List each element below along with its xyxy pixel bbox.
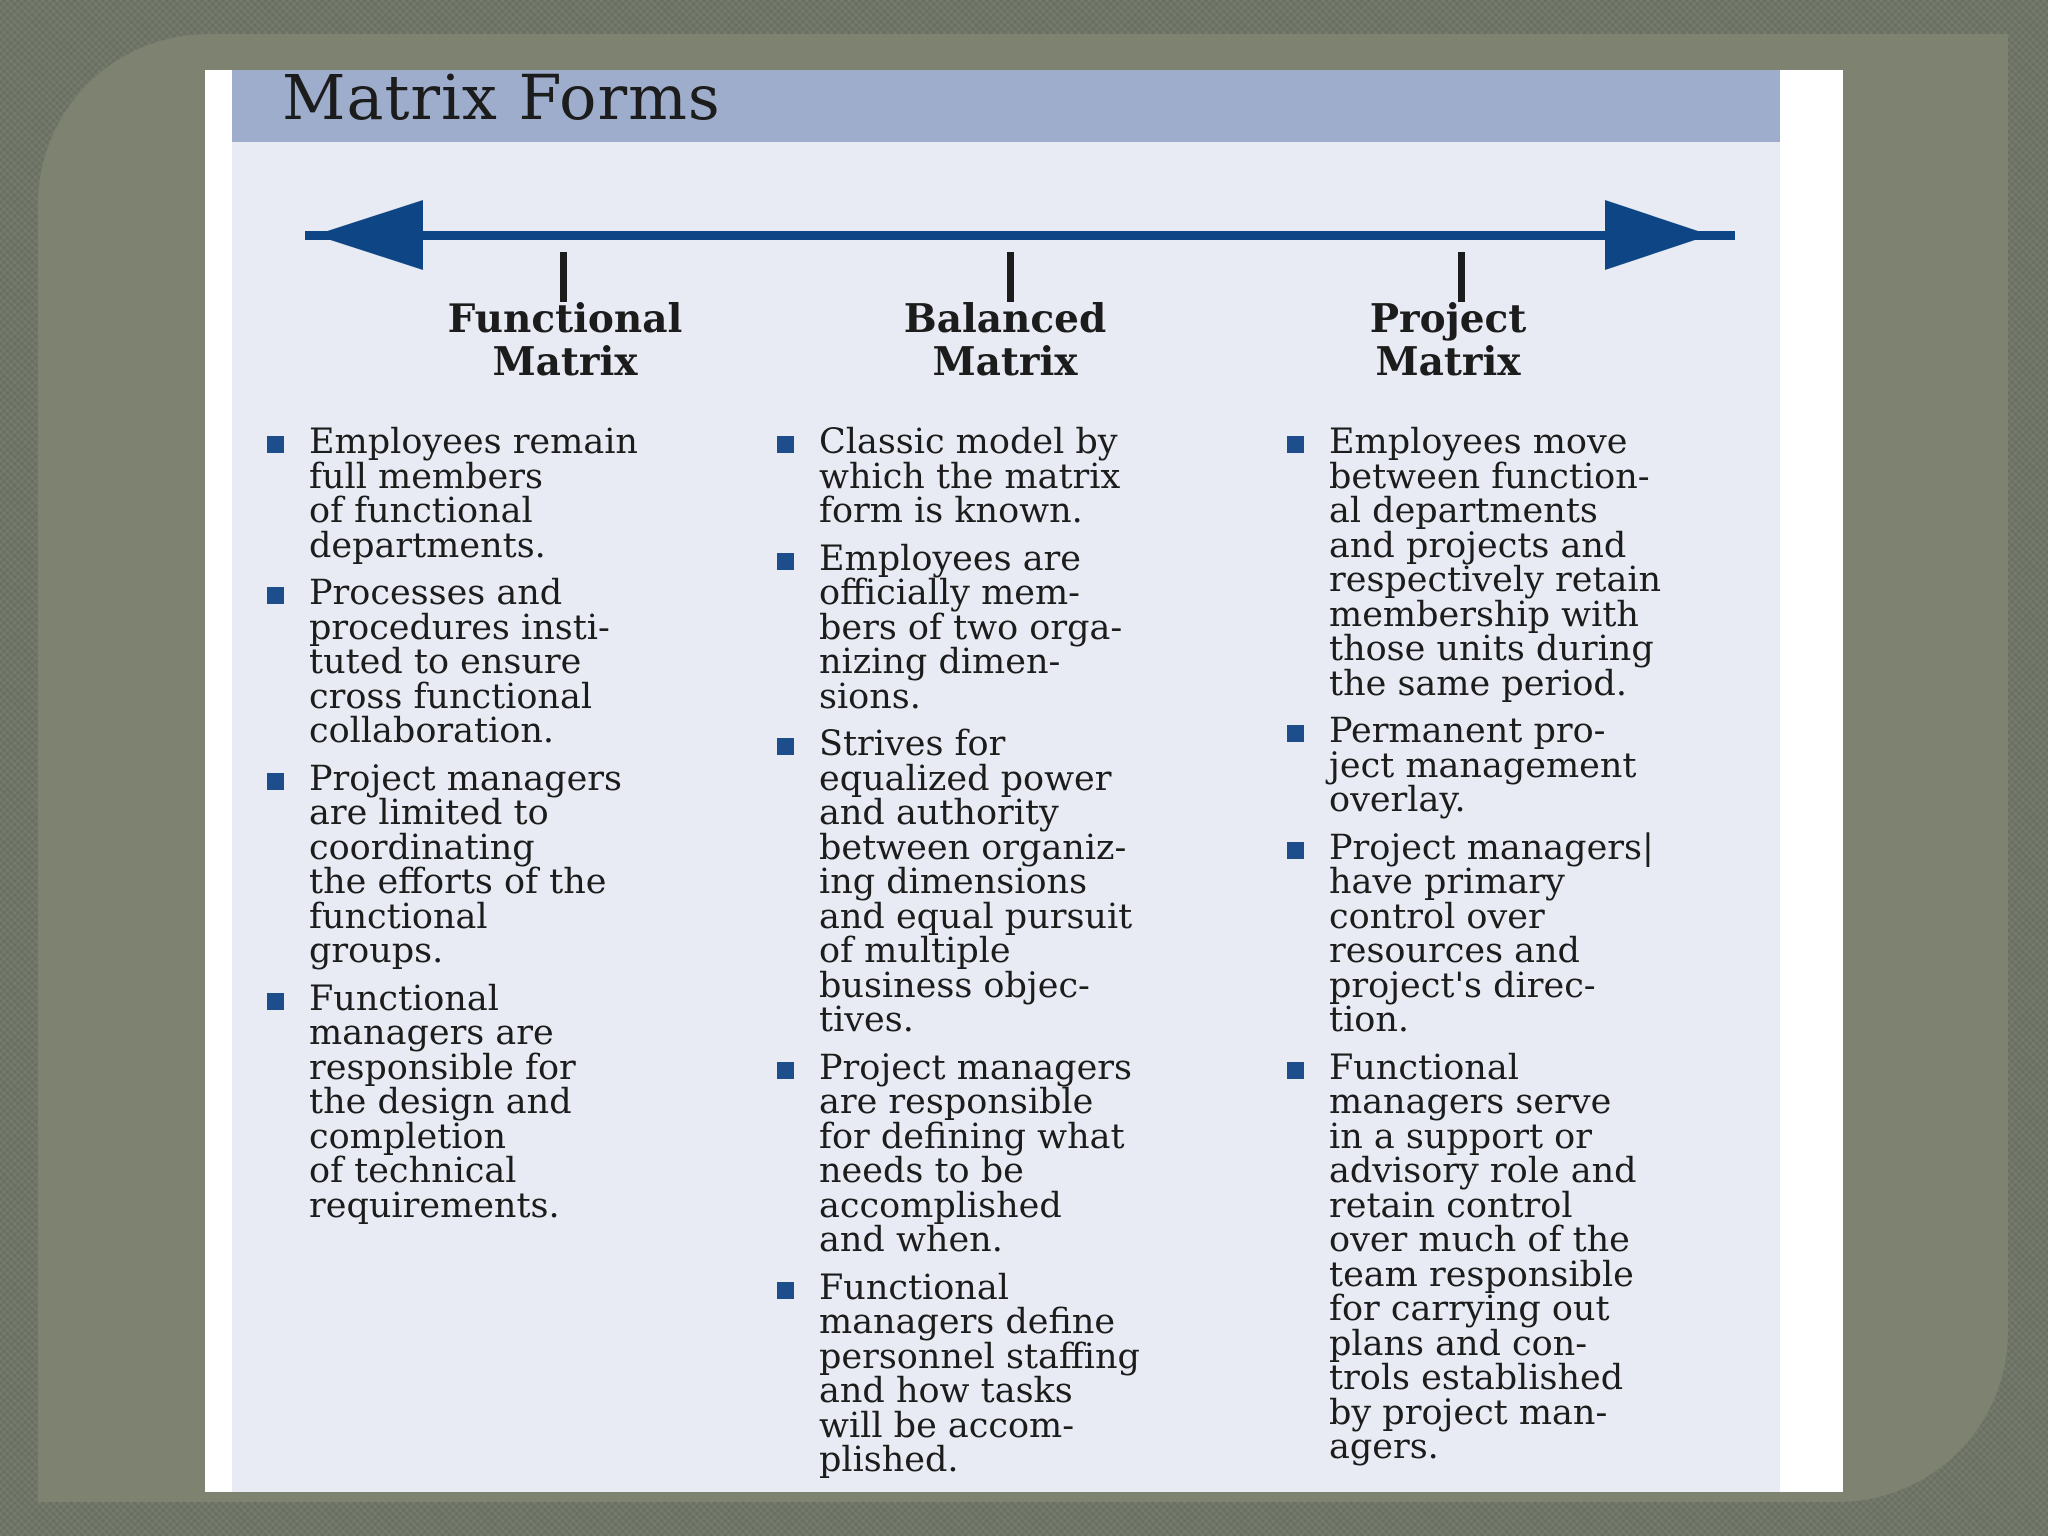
square-bullet-icon	[1287, 1062, 1304, 1079]
arrow-head-right	[1605, 200, 1710, 270]
list-item-text: Classic model by which the matrix form is known.	[819, 422, 1121, 531]
list-item-text: Project managers are limited to coordinating the efforts of the functional groups.	[309, 758, 622, 971]
list-item-text: Functional managers are responsible for the design and completion of technical requirements.	[309, 978, 576, 1226]
list-item	[775, 538, 1245, 717]
square-bullet-icon	[267, 993, 284, 1010]
list-item-text: Employees move between function- al departments and projects and respectively retain membership with those units during the same period.	[1329, 422, 1662, 704]
square-bullet-icon	[267, 773, 284, 790]
list-item	[1285, 827, 1755, 1040]
column-title-line: Project	[1369, 296, 1527, 342]
square-bullet-icon	[777, 1282, 794, 1299]
figure-panel	[205, 61, 1843, 1492]
list-item-text: Employees are officially mem- bers of two orga- nizing dimen- sions.	[819, 538, 1123, 717]
column-title-functional	[365, 298, 765, 384]
square-bullet-icon	[267, 436, 284, 453]
column-title-line: Matrix	[492, 339, 638, 385]
list-item-text: Strives for equalized power and authority between organiz- ing dimensions and equal pursuit of multiple business objec- tives.	[819, 724, 1133, 1040]
square-bullet-icon	[777, 553, 794, 570]
list-item	[775, 1267, 1245, 1480]
list-item	[265, 573, 725, 751]
column-title-line: Functional	[447, 296, 683, 342]
square-bullet-icon	[1287, 436, 1304, 453]
tick-balanced	[1007, 252, 1014, 302]
list-item	[775, 1047, 1245, 1260]
list-item-text: Project managers| have primary control over resources and project's direc- tion.	[1329, 827, 1654, 1040]
list-item-text: Processes and procedures insti- tuted to ensure cross functional collaboration.	[309, 573, 610, 751]
project-matrix-list	[1285, 422, 1755, 1478]
list-item	[265, 758, 725, 971]
tick-functional	[560, 252, 567, 302]
list-item-text: Employees remain full members of functional departments.	[309, 422, 638, 566]
list-item	[265, 978, 725, 1226]
list-item-text: Functional managers serve in a support or advisory role and retain control over much of the team responsible for carrying out plans and con- trols established by project man- agers.	[1329, 1047, 1637, 1467]
column-title-balanced	[805, 298, 1205, 384]
list-item	[265, 422, 725, 566]
column-title-line: Matrix	[932, 339, 1078, 385]
tick-project	[1458, 252, 1465, 302]
square-bullet-icon	[777, 436, 794, 453]
arrow-head-left	[315, 200, 423, 270]
list-item	[1285, 422, 1755, 704]
list-item-text: Functional managers define personnel staffing and how tasks will be accom- plished.	[819, 1267, 1140, 1480]
column-title-project	[1248, 298, 1648, 384]
figure-title: Matrix Forms	[282, 61, 721, 134]
list-item	[1285, 711, 1755, 820]
list-item-text: Permanent pro- ject management overlay.	[1329, 711, 1637, 820]
arrow-shaft	[305, 231, 1735, 240]
column-title-line: Matrix	[1375, 339, 1521, 385]
square-bullet-icon	[777, 1062, 794, 1079]
square-bullet-icon	[1287, 725, 1304, 742]
square-bullet-icon	[1287, 842, 1304, 859]
list-item	[1285, 1047, 1755, 1467]
list-item	[775, 724, 1245, 1040]
square-bullet-icon	[267, 587, 284, 604]
square-bullet-icon	[777, 738, 794, 755]
balanced-matrix-list	[775, 422, 1245, 1491]
list-item	[775, 422, 1245, 531]
functional-matrix-list	[265, 422, 725, 1236]
column-title-line: Balanced	[903, 296, 1107, 342]
list-item-text: Project managers are responsible for defining what needs to be accomplished and when.	[819, 1047, 1132, 1260]
